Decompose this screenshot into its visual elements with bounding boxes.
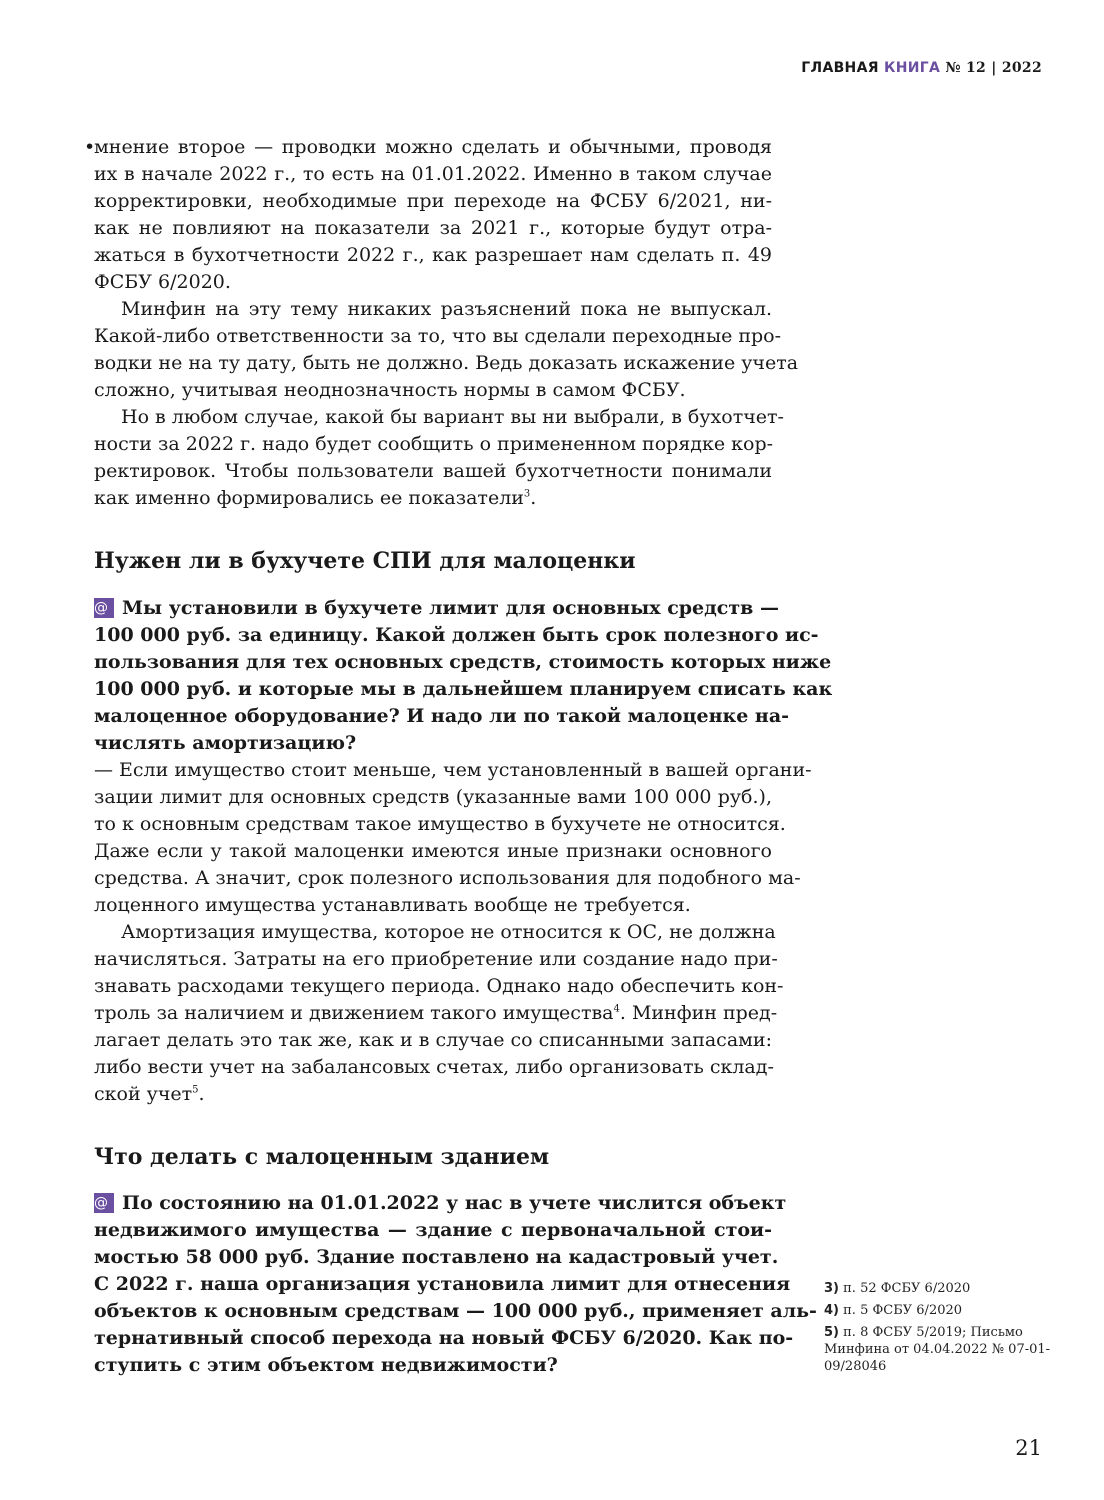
text-line bbox=[94, 242, 772, 269]
footnote bbox=[824, 1280, 1064, 1297]
page-number: 21 bbox=[1015, 1436, 1042, 1460]
line-text: . bbox=[198, 1083, 205, 1105]
footnote-ref: 5 bbox=[192, 1084, 199, 1096]
line-text: мостью 58 000 руб. Здание поставлено на кадастровый учет. bbox=[94, 1246, 779, 1268]
text-line bbox=[94, 1352, 772, 1379]
section-heading: Что делать с малоценным зданием bbox=[94, 1144, 550, 1170]
footnote-ref: 3 bbox=[523, 488, 531, 500]
question-at-icon: @ bbox=[94, 1193, 114, 1213]
text-line bbox=[94, 1325, 794, 1352]
line-text: Мы установили в бухучете лимит для основных средств — bbox=[122, 597, 779, 619]
text-line bbox=[94, 458, 772, 485]
footnote-ref: 4 bbox=[613, 1003, 620, 1015]
line-text: — Если имущество стоит меньше, чем установленный в вашей органи- bbox=[94, 759, 812, 781]
line-text: недвижимого имущества — здание с первоначальной стои- bbox=[94, 1219, 772, 1241]
text-line bbox=[94, 892, 772, 919]
text-line bbox=[94, 595, 779, 622]
text-line bbox=[94, 1000, 778, 1027]
text-line bbox=[94, 269, 772, 296]
line-text: ской учет bbox=[94, 1083, 193, 1105]
paragraph bbox=[94, 919, 784, 1108]
line-text: Какой-либо ответственности за то, что вы сделали переходные про- bbox=[94, 325, 782, 347]
line-text: лагает делать это так же, как и в случае со списанными запасами: bbox=[94, 1029, 772, 1051]
paragraph bbox=[94, 404, 784, 512]
line-text: либо вести учет на забалансовых счетах, либо организовать склад- bbox=[94, 1056, 774, 1078]
footnote-text: п. 8 ФСБУ 5/2019; Письмо Минфина от 04.04.2022 № 07-01-09/28046 bbox=[824, 1325, 1051, 1374]
text-line bbox=[94, 296, 772, 323]
text-line bbox=[94, 811, 786, 838]
line-text: средства. А значит, срок полезного использования для подобного ма- bbox=[94, 867, 801, 889]
line-text: зации лимит для основных средств (указанные вами 100 000 руб.), bbox=[94, 786, 772, 808]
text-line bbox=[94, 1244, 779, 1271]
line-text: 100 000 руб. за единицу. Какой должен быть срок полезного ис- bbox=[94, 624, 819, 646]
text-line bbox=[94, 973, 784, 1000]
question-at-icon: @ bbox=[94, 598, 114, 618]
line-text: мнение второе — проводки можно сделать и обычными, проводя bbox=[94, 136, 772, 158]
footnote-number: 4) bbox=[824, 1303, 839, 1318]
bullet-icon: • bbox=[84, 136, 96, 158]
line-text: ступить с этим объектом недвижимости? bbox=[94, 1354, 558, 1376]
text-line bbox=[94, 676, 833, 703]
text-line bbox=[94, 1217, 772, 1244]
line-text: тернативный способ перехода на новый ФСБУ 6/2020. Как по- bbox=[94, 1327, 794, 1349]
line-text: лоценного имущества устанавливать вообще не требуется. bbox=[94, 894, 691, 916]
line-text: Минфин на эту тему никаких разъяснений пока не выпускал. bbox=[121, 298, 772, 320]
line-text: Но в любом случае, какой бы вариант вы ни выбрали, в бухотчет- bbox=[121, 406, 784, 428]
text-line bbox=[94, 730, 772, 757]
text-line bbox=[94, 919, 776, 946]
line-text: сложно, учитывая неоднозначность нормы в самом ФСБУ. bbox=[94, 379, 686, 401]
line-text: Даже если у такой малоценки имеются иные признаки основного bbox=[94, 840, 772, 862]
text-line bbox=[94, 703, 790, 730]
line-text: пользования для тех основных средств, стоимость которых ниже bbox=[94, 651, 832, 673]
question-paragraph bbox=[94, 1190, 817, 1379]
line-text: их в начале 2022 г., то есть на 01.01.2022. Именно в таком случае bbox=[94, 163, 772, 185]
line-text: объектов к основным средствам — 100 000 руб., применяет аль- bbox=[94, 1300, 817, 1322]
line-text: начисляться. Затраты на его приобретение или создание надо при- bbox=[94, 948, 778, 970]
text-line bbox=[94, 649, 832, 676]
line-text: троль за наличием и движением такого имущества bbox=[94, 1002, 614, 1024]
line-text: водки не на ту дату, быть не должно. Ведь доказать искажение учета bbox=[94, 352, 799, 374]
footnote-number: 3) bbox=[824, 1281, 839, 1296]
question-paragraph bbox=[94, 595, 833, 757]
text-line bbox=[94, 1054, 772, 1081]
text-line bbox=[94, 161, 772, 188]
text-line bbox=[94, 784, 772, 811]
paragraph bbox=[94, 757, 812, 919]
line-text: ФСБУ 6/2020. bbox=[94, 271, 231, 293]
text-line bbox=[94, 865, 801, 892]
issue-number: № 12 | 2022 bbox=[945, 60, 1042, 76]
line-text: С 2022 г. наша организация установила лимит для отнесения bbox=[94, 1273, 791, 1295]
text-line bbox=[94, 838, 772, 865]
text-line bbox=[94, 1027, 772, 1054]
paragraph bbox=[94, 296, 799, 404]
section-heading: Нужен ли в бухучете СПИ для малоценки bbox=[94, 548, 636, 574]
line-text: то к основным средствам такое имущество в бухучете не относится. bbox=[94, 813, 786, 835]
footnote bbox=[824, 1324, 1064, 1375]
text-line bbox=[94, 350, 799, 377]
footnote-text: п. 5 ФСБУ 6/2020 bbox=[843, 1303, 963, 1318]
text-line bbox=[94, 1271, 791, 1298]
line-text: числять амортизацию? bbox=[94, 732, 357, 754]
text-line bbox=[94, 377, 772, 404]
running-header bbox=[801, 60, 1042, 76]
text-line bbox=[94, 1298, 817, 1325]
footnote-text: п. 52 ФСБУ 6/2020 bbox=[843, 1281, 971, 1296]
text-line bbox=[94, 323, 782, 350]
footnotes bbox=[824, 1280, 1064, 1380]
line-text: малоценное оборудование? И надо ли по такой малоценке на- bbox=[94, 705, 790, 727]
line-text: . Минфин пред- bbox=[619, 1002, 778, 1024]
line-text: знавать расходами текущего периода. Однако надо обеспечить кон- bbox=[94, 975, 784, 997]
footnote-number: 5) bbox=[824, 1325, 839, 1340]
magazine-name-accent: КНИГА bbox=[883, 60, 941, 76]
text-line bbox=[94, 485, 772, 512]
line-text: Амортизация имущества, которое не относится к ОС, не должна bbox=[121, 921, 776, 943]
line-text: . bbox=[530, 487, 537, 509]
text-line bbox=[94, 1081, 772, 1108]
magazine-name: ГЛАВНАЯ bbox=[801, 60, 879, 76]
line-text: корректировки, необходимые при переходе на ФСБУ 6/2021, ни- bbox=[94, 190, 772, 212]
line-text: По состоянию на 01.01.2022 у нас в учете числится объект bbox=[122, 1192, 787, 1214]
text-line bbox=[94, 1190, 787, 1217]
line-text: как именно формировались ее показатели bbox=[94, 487, 524, 509]
text-line bbox=[94, 188, 772, 215]
text-line bbox=[94, 431, 772, 458]
paragraph bbox=[84, 134, 772, 296]
text-line bbox=[94, 404, 784, 431]
text-line bbox=[94, 215, 772, 242]
text-line bbox=[94, 946, 778, 973]
line-text: ректировок. Чтобы пользователи вашей бухотчетности понимали bbox=[94, 460, 772, 482]
line-text: как не повлияют на показатели за 2021 г., которые будут отра- bbox=[94, 217, 772, 239]
text-line bbox=[84, 134, 772, 161]
footnote bbox=[824, 1302, 1064, 1319]
line-text: 100 000 руб. и которые мы в дальнейшем планируем списать как bbox=[94, 678, 833, 700]
line-text: ности за 2022 г. надо будет сообщить о примененном порядке кор- bbox=[94, 433, 774, 455]
text-line bbox=[94, 757, 812, 784]
text-line bbox=[94, 622, 819, 649]
line-text: жаться в бухотчетности 2022 г., как разрешает нам сделать п. 49 bbox=[94, 244, 772, 266]
